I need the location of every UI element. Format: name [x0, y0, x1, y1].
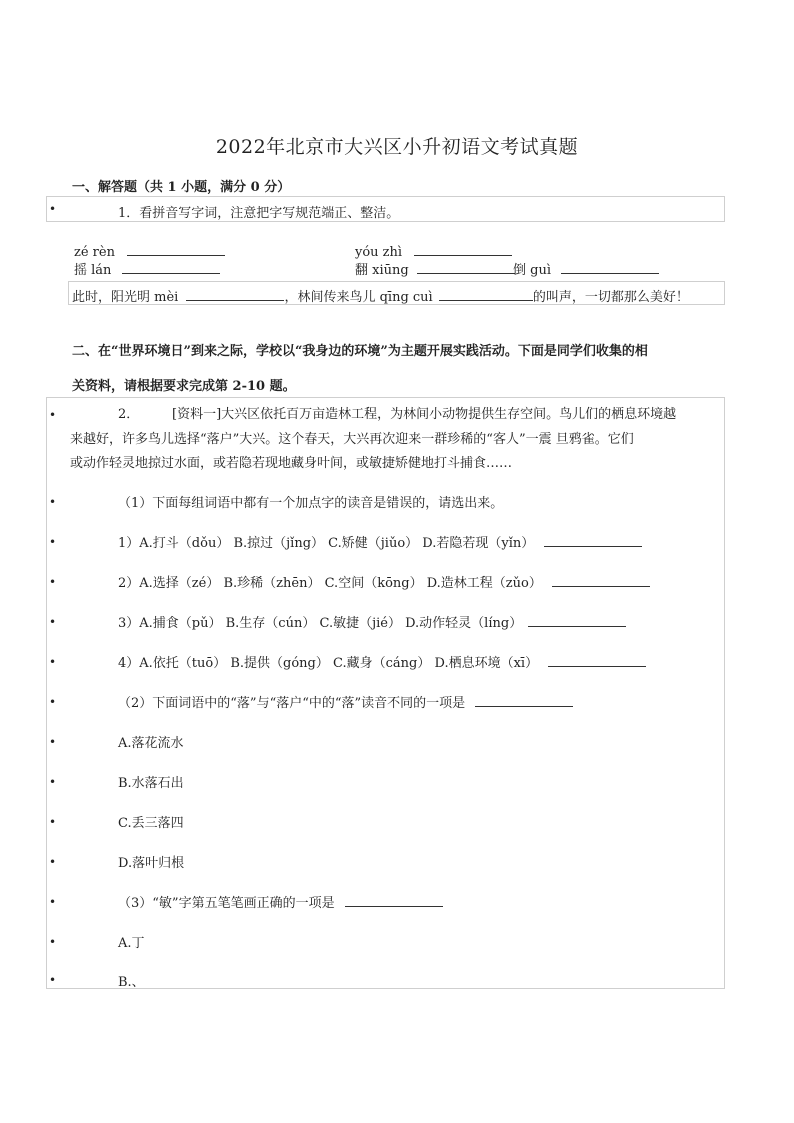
section2-heading-line2: 关资料，请根据要求完成第 2-10 题。 — [72, 379, 296, 394]
pinyin-row2-mid — [355, 259, 515, 278]
answer-blank[interactable] — [345, 892, 443, 907]
bullet: • — [49, 815, 57, 829]
answer-blank[interactable] — [548, 652, 646, 667]
bullet: • — [49, 495, 57, 509]
sentence-part-a: 此时，阳光明 mèi — [72, 290, 179, 305]
pinyin-zeren: zé rèn — [74, 245, 115, 260]
choice-c[interactable]: C.丢三落四 — [118, 816, 184, 831]
choice-d[interactable]: D.落叶归根 — [118, 856, 185, 871]
q2-para-line3: 或动作轻灵地掠过水面，或若隐若现地藏身叶间，或敏捷矫健地打斗捕食…… — [70, 456, 513, 471]
answer-blank[interactable] — [417, 259, 515, 274]
page-title: 2022年北京市大兴区小升初语文考试真题 — [215, 136, 579, 158]
bullet: • — [49, 695, 57, 709]
sub-question-2 — [118, 692, 573, 711]
pinyin-row2-left — [74, 259, 220, 278]
answer-blank[interactable] — [561, 259, 659, 274]
bullet: • — [49, 775, 57, 789]
option-row-1-text: 1）A.打斗（dǒu） B.掠过（jǐng） C.矫健（jiǔo） D.若隐若现（yǐn） — [118, 536, 535, 551]
option-row-4 — [118, 652, 646, 671]
bullet: • — [49, 735, 57, 749]
q2-para-line1: [资料一]大兴区依托百万亩造林工程，为林间小动物提供生存空间。鸟儿们的栖息环境越 — [172, 407, 677, 422]
sub-question-3 — [118, 892, 443, 911]
bullet: • — [49, 575, 57, 589]
option-row-2 — [118, 572, 650, 591]
q1-prompt: 1．看拼音写字词，注意把字写规范端正、整洁。 — [118, 206, 400, 221]
sub-question-1: （1）下面每组词语中都有一个加点字的读音是错误的，请选出来。 — [118, 496, 504, 511]
bullet: • — [49, 408, 57, 422]
bullet: • — [49, 615, 57, 629]
bullet: • — [49, 935, 57, 949]
option-row-4-text: 4）A.依托（tuō） B.提供（góng） C.藏身（cáng） D.栖息环境（xī） — [118, 656, 539, 671]
answer-blank[interactable] — [528, 612, 626, 627]
pinyin-daogui: 倒 guì — [513, 263, 551, 278]
bullet: • — [49, 973, 57, 987]
sub-question-2-text: （2）下面词语中的“落”与“落户“中的“落”读音不同的一项是 — [118, 696, 466, 711]
section1-heading: 一、解答题（共 1 小题，满分 0 分） — [72, 180, 291, 195]
pinyin-yaolan: 摇 lán — [74, 263, 112, 278]
bullet: • — [49, 535, 57, 549]
answer-blank[interactable] — [475, 692, 573, 707]
bullet: • — [49, 855, 57, 869]
option-row-2-text: 2）A.选择（zé） B.珍稀（zhēn） C.空间（kōng） D.造林工程（zǔo） — [118, 576, 542, 591]
option-row-3-text: 3）A.捕食（pǔ） B.生存（cún） C.敏捷（jié） D.动作轻灵（líng） — [118, 616, 523, 631]
answer-blank[interactable] — [186, 286, 284, 301]
section2-heading-line1: 二、在“世界环境日”到来之际，学校以“我身边的环境”为主题开展实践活动。下面是同学们收集的相 — [72, 344, 648, 359]
pinyin-youzhi: yóu zhì — [355, 245, 403, 260]
answer-blank[interactable] — [439, 286, 533, 301]
bullet: • — [49, 202, 57, 216]
q2-para-line2: 来越好，许多鸟儿选择“落户”大兴。这个春天，大兴再次迎来一群珍稀的“客人”一震 旦鸦雀。它们 — [70, 432, 634, 447]
pinyin-row2-right — [513, 259, 659, 278]
choice-a[interactable]: A.落花流水 — [118, 736, 184, 751]
bullet: • — [49, 655, 57, 669]
answer-blank[interactable] — [544, 532, 642, 547]
q2-number: 2． — [118, 407, 140, 422]
sentence-line — [72, 286, 689, 305]
answer-blank[interactable] — [414, 241, 512, 256]
sentence-part-b: ，林间传来鸟儿 qīng cuì — [284, 290, 433, 305]
option-row-3 — [118, 612, 626, 631]
sub-question-3-text: （3）“敏”字第五笔笔画正确的一项是 — [118, 896, 335, 911]
option-row-1 — [118, 532, 642, 551]
bullet: • — [49, 895, 57, 909]
answer-blank[interactable] — [122, 259, 220, 274]
answer-blank[interactable] — [127, 241, 225, 256]
sub3-choice-a[interactable]: A.丁 — [118, 936, 145, 951]
pinyin-row1-right — [355, 241, 512, 260]
pinyin-row1-left — [74, 241, 225, 260]
sub3-choice-b[interactable]: B.、 — [118, 975, 145, 990]
answer-blank[interactable] — [552, 572, 650, 587]
choice-b[interactable]: B.水落石出 — [118, 776, 184, 791]
pinyin-fanxiung: 翻 xiūng — [355, 263, 409, 278]
sentence-part-c: 的叫声，一切都那么美好！ — [532, 290, 689, 305]
